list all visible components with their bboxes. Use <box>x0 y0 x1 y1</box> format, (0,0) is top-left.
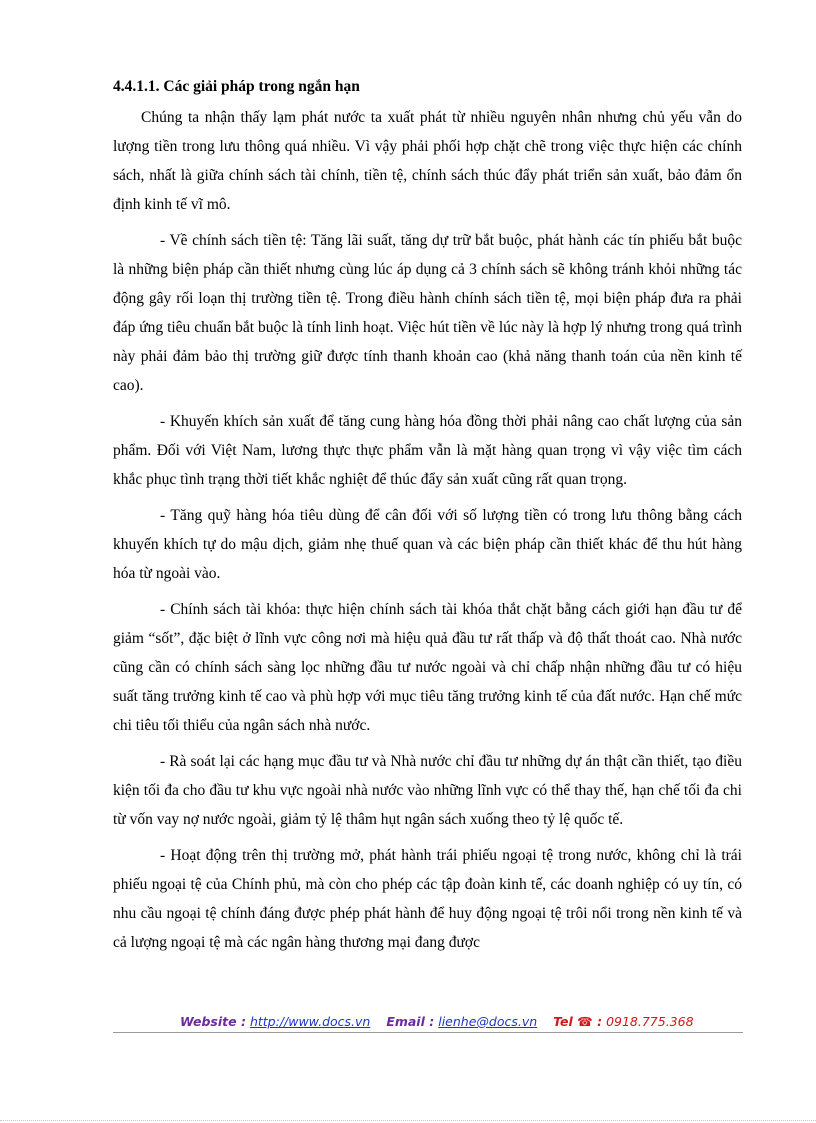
page-edge-divider <box>0 1120 816 1121</box>
paragraph-fiscal-policy: - Chính sách tài khóa: thực hiện chính sách tài khóa thắt chặt bằng cách giới hạn đầu tư để giảm “sốt”, đặc biệt ở lĩnh vực công nơi mà hiệu quả đầu tư rất thấp và độ thất thoát cao. Nhà nước cũng cần có chính sách sàng lọc những đầu tư nước ngoài và chỉ chấp nhận những đầu tư có hiệu suất tăng trưởng kinh tế cao và phù hợp với mục tiêu tăng trưởng kinh tế của đất nước. Hạn chế mức chi tiêu tối thiểu của ngân sách nhà nước. <box>113 601 742 734</box>
footer-divider <box>113 1032 743 1033</box>
website-link[interactable]: http://www.docs.vn <box>249 1014 371 1029</box>
body-text <box>113 103 742 964</box>
paragraph-intro: Chúng ta nhận thấy lạm phát nước ta xuất phát từ nhiều nguyên nhân nhưng chủ yếu vẫn do lượng tiền trong lưu thông quá nhiều. Vì vậy phải phối hợp chặt chẽ trong việc thực hiện các chính sách, nhất là giữa chính sách tài chính, tiền tệ, chính sách thúc đẩy phát triển sản xuất, bảo đảm ổn định kinh tế vĩ mô. <box>113 109 742 213</box>
page-footer <box>180 1014 694 1029</box>
paragraph-monetary-policy: - Về chính sách tiền tệ: Tăng lãi suất, tăng dự trữ bắt buộc, phát hành các tín phiếu bắt buộc là những biện pháp cần thiết nhưng cùng lúc áp dụng cả 3 chính sách sẽ không tránh khỏi những tác động gây rối loạn thị trường tiền tệ. Trong điều hành chính sách tiền tệ, mọi biện pháp đưa ra phải đáp ứng tiêu chuẩn bắt buộc là tính linh hoạt. Việc hút tiền về lúc này là hợp lý nhưng trong quá trình này phải đảm bảo thị trường giữ được tính thanh khoản cao (khả năng thanh toán của nền kinh tế cao). <box>113 232 742 394</box>
website-label: Website : <box>180 1014 246 1029</box>
section-heading: 4.4.1.1. Các giải pháp trong ngắn hạn <box>113 78 360 95</box>
paragraph-investment-review: - Rà soát lại các hạng mục đầu tư và Nhà nước chỉ đầu tư những dự án thật cần thiết, tạo điều kiện tối đa cho đầu tư khu vực ngoài nhà nước vào những lĩnh vực có thể thay thế, hạn chế tối đa chi từ vốn vay nợ nước ngoài, giảm tỷ lệ thâm hụt ngân sách xuống theo tỷ lệ quốc tế. <box>113 753 742 828</box>
paragraph-open-market: - Hoạt động trên thị trường mở, phát hành trái phiếu ngoại tệ trong nước, không chỉ là trái phiếu ngoại tệ của Chính phủ, mà còn cho phép các tập đoàn kinh tế, các doanh nghiệp có uy tín, có nhu cầu ngoại tệ chính đáng được phép phát hành để huy động ngoại tệ trôi nổi trong nền kinh tế và cả lượng ngoại tệ mà các ngân hàng thương mại đang được <box>113 847 742 951</box>
email-label: Email : <box>386 1014 435 1029</box>
paragraph-encourage-production: - Khuyến khích sản xuất để tăng cung hàng hóa đồng thời phải nâng cao chất lượng của sản phẩm. Đối với Việt Nam, lương thực thực phẩm vẫn là mặt hàng quan trọng vì vậy việc tìm cách khắc phục tình trạng thời tiết khắc nghiệt để thúc đẩy sản xuất cũng rất quan trọng. <box>113 413 742 488</box>
tel-value: 0918.775.368 <box>606 1014 694 1029</box>
tel-label: Tel ☎ : <box>553 1014 603 1029</box>
paragraph-consumer-goods: - Tăng quỹ hàng hóa tiêu dùng để cân đối với số lượng tiền có trong lưu thông bằng cách khuyến khích tự do mậu dịch, giảm nhẹ thuế quan và các biện pháp cần thiết khác để thu hút hàng hóa từ ngoài vào. <box>113 507 742 582</box>
email-link[interactable]: lienhe@docs.vn <box>438 1014 538 1029</box>
